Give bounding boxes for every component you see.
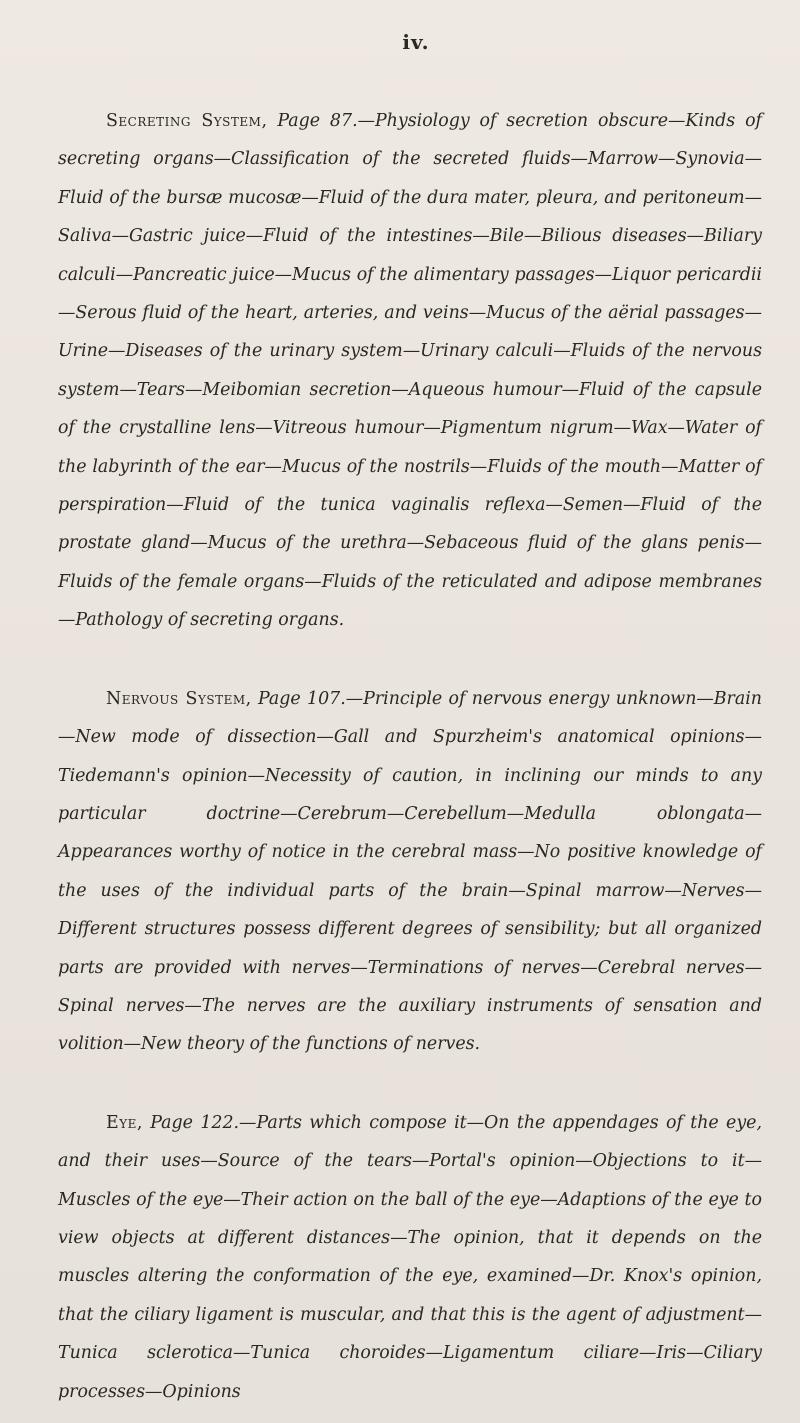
- section-secreting-system: [58, 102, 762, 640]
- section-page-ref: Page 122.: [150, 1112, 240, 1133]
- section-heading: Secreting System,: [106, 111, 268, 131]
- section-text: —Parts which compose it—On the appendages of the eye, and their uses—Source of the tears—Portal's opinion—Objections to it—Muscles of the eye—Their action on the ball of the eye—Adaptions of the eye to view objects at different distances—The opinion, that it depends on the muscles altering the conformation of the eye, examined—Dr. Knox's opinion, that the ciliary ligament is muscular, and that this is the agent of adjustment—Tunica sclerotica—Tunica choroides—Ligamentum ciliare—Iris—Ciliary processes—Opinions: [58, 1112, 762, 1402]
- section-page-ref: Page 107.: [258, 688, 346, 709]
- section-page-ref: Page 87.: [277, 111, 358, 131]
- section-heading: Eye,: [106, 1112, 143, 1133]
- section-heading: Nervous System,: [106, 688, 252, 709]
- section-eye: [58, 1104, 762, 1411]
- page-folio: iv.: [402, 30, 430, 54]
- section-text: —Physiology of secretion obscure—Kinds of secreting organs—Classification of the secreted fluids—Marrow—Synovia—Fluid of the bursæ mucosæ—Fluid of the dura mater, pleura, and peritoneum—Saliva—Gastric juice—Fluid of the intestines—Bile—Bilious diseases—Biliary calculi—Pancreatic juice—Mucus of the alimentary passages—Liquor pericardii—Serous fluid of the heart, arteries, and veins—Mucus of the aërial passages—Urine—Diseases of the urinary system—Urinary calculi—Fluids of the nervous system—Tears—Meibomian secretion—Aqueous humour—Fluid of the capsule of the crystalline lens—Vitreous humour—Pigmentum nigrum—Wax—Water of the labyrinth of the ear—Mucus of the nostrils—Fluids of the mouth—Matter of perspiration—Fluid of the tunica vaginalis reflexa—Semen—Fluid of the prostate gland—Mucus of the urethra—Sebaceous fluid of the glans penis—Fluids of the female organs—Fluids of the reticulated and adipose membranes—Pathology of secreting organs.: [58, 111, 762, 631]
- section-nervous-system: [58, 680, 762, 1064]
- section-text: —Principle of nervous energy unknown—Brain—New mode of dissection—Gall and Spurzheim's anatomical opinions—Tiedemann's opinion—Necessity of caution, in inclining our minds to any particular doctrine—Cerebrum—Cerebellum—Medulla oblongata—Appearances worthy of notice in the cerebral mass—No positive knowledge of the uses of the individual parts of the brain—Spinal marrow—Nerves—Different structures possess different degrees of sensibility; but all organized parts are provided with nerves—Terminations of nerves—Cerebral nerves—Spinal nerves—The nerves are the auxiliary instruments of sensation and volition—New theory of the functions of nerves.: [58, 688, 763, 1055]
